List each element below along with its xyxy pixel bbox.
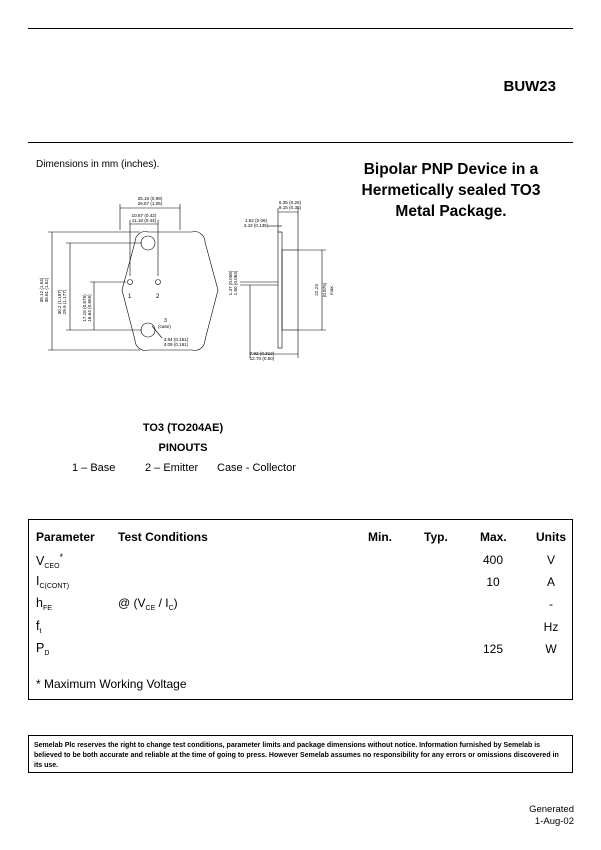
- title-line-1: Bipolar PNP Device in a: [363, 161, 539, 178]
- dim-height-1: 38.61 (1.52): [44, 277, 49, 303]
- dim-width-top-2: 26.67 (1.05): [137, 201, 163, 206]
- side-flange: [278, 232, 282, 348]
- row-unit: -: [549, 597, 553, 611]
- pin1-circle: [128, 280, 133, 285]
- mount-hole-bottom: [141, 323, 155, 337]
- pin2-circle: [156, 280, 161, 285]
- dim-hole-d-2: 4.09 (0.161): [163, 342, 189, 347]
- device-title: [340, 159, 562, 222]
- row-unit: A: [546, 575, 555, 589]
- dim-hole-d-1: 3.84 (0.151): [163, 337, 189, 342]
- title-line-3: Metal Package.: [395, 203, 507, 220]
- col-header-max: Max.: [480, 530, 507, 544]
- side-flange-2: 3.43 (0.135): [243, 223, 269, 228]
- part-number: BUW23: [503, 78, 556, 95]
- top-rule: [28, 28, 573, 29]
- col-header-typ: Typ.: [424, 530, 448, 544]
- dimensions-note: Dimensions in mm (inches).: [36, 159, 160, 170]
- pinout-collector: Case - Collector: [217, 462, 296, 474]
- title-line-2: Hermetically sealed TO3: [361, 182, 541, 199]
- row-max: 125: [482, 642, 504, 656]
- side-height-1: 22.23: [314, 284, 319, 296]
- side-height-3: max.: [329, 285, 334, 295]
- param-symbol: $I_{C(CONT)}$: [36, 574, 70, 590]
- row-unit: Hz: [543, 620, 559, 634]
- row-unit: V: [546, 553, 555, 567]
- side-top-1: 6.35 (0.25): [278, 200, 302, 205]
- disclaimer: Semelab Plc reserves the right to change test conditions, parameter limits and package dimensions without notice. Information furnished by Semelab is believed to be both accurate and reliable at the time of going to press. However Semelab assumes no responsibility for any errors or omissions discovered in its use.: [28, 735, 573, 773]
- case-label: (case): [158, 324, 171, 329]
- col-header-conditions: Test Conditions: [118, 530, 208, 544]
- row-unit: W: [545, 642, 557, 656]
- side-flange-1: 1.52 (0.06): [244, 218, 268, 223]
- col-header-units: Units: [536, 530, 566, 544]
- row-max: 400: [482, 553, 504, 567]
- col-header-parameter: Parameter: [36, 530, 95, 544]
- side-top-2: 9.15 (0.36): [278, 205, 302, 210]
- drawing-labels: [39, 196, 334, 361]
- dim-pin-height-2: 17.15 (0.675): [82, 294, 87, 322]
- dim-hole-span-1: 10.67 (0.42): [131, 213, 157, 218]
- pin-1-label: 1: [128, 294, 132, 300]
- mount-hole-top: [141, 236, 155, 250]
- param-symbol: $P_D$: [36, 641, 50, 657]
- dim-hole-height-1: 29.9 (1.177): [62, 289, 67, 315]
- pinout-base: 1 – Base: [72, 462, 116, 474]
- row-max: 10: [486, 575, 500, 589]
- front-view: [48, 204, 218, 350]
- pinout-emitter: 2 – Emitter: [145, 462, 199, 474]
- parameter-table: [28, 519, 573, 700]
- side-bottom-2: 12.70 (0.50): [249, 356, 275, 361]
- dim-height-2: 39.12 (1.54): [39, 277, 44, 303]
- header-rule: [28, 142, 573, 143]
- generated-stamp: [529, 804, 574, 828]
- side-lead-2: 1.60 (0.063): [233, 270, 238, 296]
- generated-label: Generated: [529, 804, 574, 815]
- side-body: [282, 250, 298, 330]
- table-note: * Maximum Working Voltage: [36, 677, 187, 691]
- param-symbol: $V_{CEO}^*$: [36, 552, 64, 571]
- package-drawing: [40, 190, 340, 370]
- dim-pin-height-1: 16.64 (0.655): [87, 294, 92, 322]
- dim-hole-span-2: 11.18 (0.44): [131, 218, 157, 223]
- pin-2-label: 2: [156, 294, 160, 300]
- col-header-min: Min.: [368, 530, 392, 544]
- test-condition: @ $(V_{CE} / I_C)$: [118, 596, 178, 612]
- side-lead-1: 1.47 (0.058): [228, 270, 233, 296]
- pin-3-label: 3: [164, 318, 167, 324]
- generated-date: 1-Aug-02: [534, 816, 574, 827]
- dim-width-top-1: 25.15 (0.99): [137, 196, 163, 201]
- dim-hole-height-2: 30.2 (1.197): [57, 289, 62, 315]
- param-symbol: $f_t$: [36, 619, 42, 635]
- param-symbol: $h_{FE}$: [36, 596, 52, 612]
- pinouts-heading: PINOUTS: [158, 442, 208, 454]
- side-view: [240, 208, 326, 358]
- package-name: TO3 (TO204AE): [142, 422, 224, 434]
- to3-outline: [122, 232, 218, 351]
- side-bottom-1: 7.92 (0.312): [249, 351, 275, 356]
- side-height-2: (0.875): [322, 282, 327, 298]
